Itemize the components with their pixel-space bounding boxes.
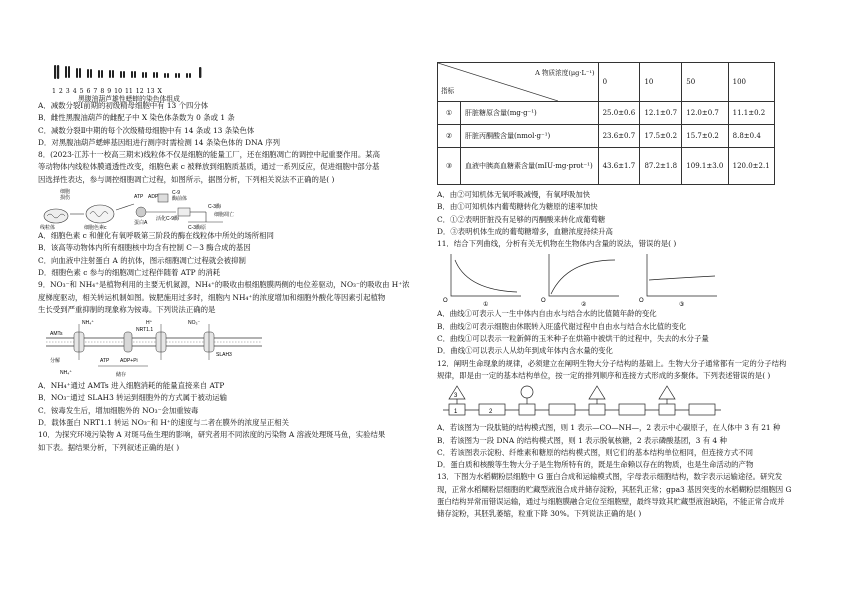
stem-line: 如下表。据结果分析，下列叙述正确的是( ) xyxy=(38,442,180,452)
option: B．雌性黑腹油葫芦的雌配子中 X 染色体条数为 0 条或 1 条 xyxy=(38,113,235,123)
diagram-label: AMTs xyxy=(50,331,63,338)
row-number: ③ xyxy=(438,148,461,185)
option: A．曲线①可表示人一生中体内自由水与结合水的比值随年龄的变化 xyxy=(437,309,657,319)
option: D．细胞色素 c 参与的细胞凋亡过程伴随着 ATP 的消耗 xyxy=(38,267,221,277)
stem-line: 9．NO₃⁻和 NH₄⁺是植物利用的主要无机氮源，NH₄⁺的吸收由根细胞膜两侧的电位差驱动，NO₃⁻的吸收由 H⁺浓 xyxy=(38,280,410,290)
diagram-label: ATP xyxy=(100,358,110,365)
q9-options xyxy=(38,380,422,429)
option: C．向血液中注射蛋白 A 的抗体，图示细胞凋亡过程就会被抑制 xyxy=(38,255,246,265)
polymer-chain-icon xyxy=(437,382,727,422)
row-number: ② xyxy=(438,125,461,148)
curve-label: ③ xyxy=(679,302,685,309)
svg-text:O: O xyxy=(443,298,448,305)
option: D．曲线①可以表示人从幼年到成年体内含水量的变化 xyxy=(437,346,613,356)
option: A．由②可知机体无氧呼吸减慢，有氧呼吸加快 xyxy=(437,190,591,199)
option: B．NO₃⁻通过 SLAH3 转运到细胞外的方式属于被动运输 xyxy=(38,393,228,403)
option: D．③表明机体生成的葡萄糖增多，血糖浓度持续升高 xyxy=(437,226,613,236)
cell: 12.0±0.7 xyxy=(682,102,728,125)
svg-text:O: O xyxy=(639,298,644,305)
apoptosis-pathway-icon xyxy=(38,186,238,230)
cell: 43.6±1.7 xyxy=(598,148,640,185)
diagram-label: 线粒体 xyxy=(40,225,56,231)
table-row xyxy=(438,125,775,148)
stem-line: 8．(2023·江苏十一校高三期末)线粒体不仅是细胞的能量工厂，还在细胞凋亡的调控中起重要作用。某高 xyxy=(38,150,381,160)
corner-bottom: 指标 xyxy=(441,86,455,95)
chain-num: 2 xyxy=(489,409,493,416)
cell: 87.2±1.8 xyxy=(640,148,682,185)
option: C．①②表明肝脏没有足够的丙酮酸来转化成葡萄糖 xyxy=(437,214,606,224)
diagram-label: 酶前体 xyxy=(172,196,188,203)
diagram-label: 分解 xyxy=(50,358,61,365)
diagram-label: H⁺ xyxy=(146,320,153,327)
q8-stem xyxy=(38,149,422,186)
stem-line: 现，正常水稻糊粉层细胞的贮藏型液泡合成并储存淀粉，其胚乳正常；gpa3 基因突变的水稻糊粉层细胞因 G xyxy=(437,484,792,494)
q11-curves xyxy=(437,250,825,308)
stem-line: 10．为探究环境污染物 A 对斑马鱼生理的影响，研究者用不同浓度的污染物 A 溶液处理斑马鱼，实验结果 xyxy=(38,430,386,440)
stem-line: 蛋白结构异常而错误运输，通过与细胞膜融合定位至细胞壁，最终导致其贮藏型液泡缺陷，不能正常合成并 xyxy=(437,497,785,507)
water-content-curves-icon xyxy=(437,250,737,308)
diagram-label: NH₄⁺ xyxy=(60,370,72,377)
stem-line: 因选择性表达，参与调控细胞凋亡过程，如图所示，据图分析，下列相关说法不正确的是( ) xyxy=(38,174,335,184)
diagram-label: ADP+Pi xyxy=(120,358,138,365)
corner-top: A 物质浓度(μg·L⁻¹) xyxy=(535,69,595,77)
chromosome-figure xyxy=(38,62,422,104)
q10-options xyxy=(437,189,825,238)
cell: 17.5±0.2 xyxy=(640,125,682,148)
diagram-label: 蛋白A xyxy=(134,220,148,227)
diagram-label: NH₄⁺ xyxy=(82,320,94,327)
stem-line: 12．阐明生命现象的规律，必须建立在阐明生物大分子结构的基础上。生物大分子通常都有一定的分子结构 xyxy=(437,358,787,368)
option: A．减数分裂Ⅰ前期的初级精母细胞中有 13 个四分体 xyxy=(38,101,209,110)
option: B．该高等动物体内所有细胞核中均含有控制 C－3 酶合成的基因 xyxy=(38,243,251,253)
option: C．若该图表示淀粉、纤维素和糖原的结构模式图，则它们的基本结构单位相同，但连接方式不同 xyxy=(437,447,754,457)
stem-line: 度梯度驱动，相关转运机制如图。铵肥施用过多时，细胞内 NH₄⁺的浓度增加和细胞外酸化等因素引起植物 xyxy=(38,292,386,302)
table-row xyxy=(438,148,775,185)
left-column xyxy=(38,0,422,454)
chain-num: 1 xyxy=(454,409,458,416)
cell: 12.1±0.7 xyxy=(640,102,682,125)
chromosome-karyotype-icon xyxy=(38,62,208,84)
cell: 8.8±0.4 xyxy=(728,125,774,148)
q7-options xyxy=(38,100,422,149)
apoptosis-diagram xyxy=(38,186,422,230)
cell: 23.6±0.7 xyxy=(598,125,640,148)
diagram-label: C-3酶 xyxy=(208,204,222,211)
diagram-label: 细胞色素c xyxy=(84,225,107,231)
diagram-label: 细胞 xyxy=(60,189,71,196)
cell: 109.1±3.0 xyxy=(682,148,728,185)
q11-options xyxy=(437,308,825,357)
membrane-transport-icon xyxy=(38,316,268,380)
q12-options xyxy=(437,422,825,471)
diagram-label: NO₃⁻ xyxy=(188,320,201,327)
stem-line: 储存淀粉，其胚乳萎缩，粒重下降 30%。下列说法正确的是( ) xyxy=(437,509,642,519)
table-row xyxy=(438,102,775,125)
stem-line: 等动物体内线粒体膜通透性改变，细胞色素 c 被释放到细胞质基质，通过一系列反应，促进细胞中部分基 xyxy=(38,162,380,172)
results-table xyxy=(437,62,775,185)
option: A．NH₄⁺通过 AMTs 进入细胞消耗的能量直接来自 ATP xyxy=(38,381,225,391)
diagram-label: ATP xyxy=(134,194,144,201)
col-header: 100 xyxy=(728,63,774,102)
row-name: 肝脏糖原含量(mg·g⁻¹) xyxy=(461,102,599,125)
diagram-label: NRT1.1 xyxy=(136,327,154,334)
polymer-chain-diagram xyxy=(437,382,825,422)
curve-label: ① xyxy=(483,302,489,309)
option: B．曲线②可表示细胞由休眠转入旺盛代谢过程中自由水与结合水比值的变化 xyxy=(437,321,687,331)
diagram-label: C-3酶原 xyxy=(188,225,207,231)
option: C．铵毒发生后，增加细胞外的 NO₃⁻会加重铵毒 xyxy=(38,405,199,415)
stem-line: 生长受到严重抑制的现象称为铵毒。下列说法正确的是 xyxy=(38,304,216,314)
option: D．载体蛋白 NRT1.1 转运 NO₃⁻和 H⁺的速度与二者在膜外的浓度呈正相关 xyxy=(38,418,290,428)
svg-text:O: O xyxy=(541,298,546,305)
chromosome-numbers: 1 2 3 4 5 6 7 8 9 10 11 12 13 X xyxy=(52,88,162,96)
cell: 120.0±2.1 xyxy=(728,148,774,185)
row-number: ① xyxy=(438,102,461,125)
diagram-label: 储存 xyxy=(116,372,127,379)
q12-stem xyxy=(437,358,825,383)
cell: 11.1±0.2 xyxy=(728,102,774,125)
table-header-row xyxy=(438,63,775,102)
diagram-label: 活化C-9酶 xyxy=(156,216,180,223)
stem-line: 规律，即是由一定的基本结构单位，按一定的排列顺序和连接方式形成的多聚体。下列表述错误的是( ) xyxy=(437,370,771,380)
option: A．细胞色素 c 和催化有氧呼吸第三阶段的酶在线粒体中所处的场所相同 xyxy=(38,231,274,241)
diagram-label: C-9 xyxy=(172,190,181,197)
chromosome-caption: 黑腹油葫芦雄性蟋蟀的染色体组成 xyxy=(78,95,180,104)
diagram-label: ADP xyxy=(148,194,159,201)
col-header: 50 xyxy=(682,63,728,102)
q11-stem: 11．结合下列曲线，分析有关无机物在生物体内含量的说法，错误的是( ) xyxy=(437,239,677,249)
col-header: 10 xyxy=(640,63,682,102)
q9-stem xyxy=(38,279,422,316)
col-header: 0 xyxy=(598,63,640,102)
option: C．曲线①可以表示一粒新鲜的玉米种子在烘箱中被烘干的过程中，失去的水分子量 xyxy=(437,334,709,344)
row-name: 肝脏丙酮酸含量(nmol·g⁻¹) xyxy=(461,125,599,148)
q10-stem xyxy=(38,429,422,454)
option: B．由①可知机体内葡萄糖转化为糖原的速率加快 xyxy=(437,202,598,212)
diagram-label: 细胞凋亡 xyxy=(214,212,235,219)
cell: 15.7±0.2 xyxy=(682,125,728,148)
option: D．对黑腹油葫芦蟋蟀基因组进行测序时需检测 14 条染色体的 DNA 序列 xyxy=(38,137,281,147)
table-corner xyxy=(438,63,599,102)
option: A．若该图为一段肽链的结构模式图，则 1 表示—CO—NH—，2 表示中心碳原子，在人体中 3 有 21 种 xyxy=(437,423,781,433)
q8-options xyxy=(38,230,422,279)
chain-num: 3 xyxy=(454,393,458,400)
option: C．减数分裂Ⅱ中期的每个次级精母细胞中有 14 条或 13 条染色体 xyxy=(38,125,255,135)
stem-line: 13．下图为水稻糊粉层细胞中 G 蛋白合成和运输模式图，字母表示细胞结构，数字表示运输途径。研究发 xyxy=(437,472,783,482)
curve-label: ② xyxy=(581,302,587,309)
q13-stem xyxy=(437,471,825,520)
option: D．蛋白质和核酸等生物大分子是生物所特有的，既是生命赖以存在的物质，也是生命活动的产物 xyxy=(437,460,754,470)
row-name: 血液中胰高血糖素含量(mIU·mg·prot⁻¹) xyxy=(461,148,599,185)
cell: 25.0±0.6 xyxy=(598,102,640,125)
membrane-transport-diagram xyxy=(38,316,422,380)
option: B．若该图为一段 DNA 的结构模式图，则 1 表示脱氧核糖，2 表示磷酸基团，3 有 4 种 xyxy=(437,435,727,445)
right-column xyxy=(437,0,825,521)
diagram-label: SLAH3 xyxy=(216,352,232,359)
diagram-label: 损伤 xyxy=(60,195,71,202)
